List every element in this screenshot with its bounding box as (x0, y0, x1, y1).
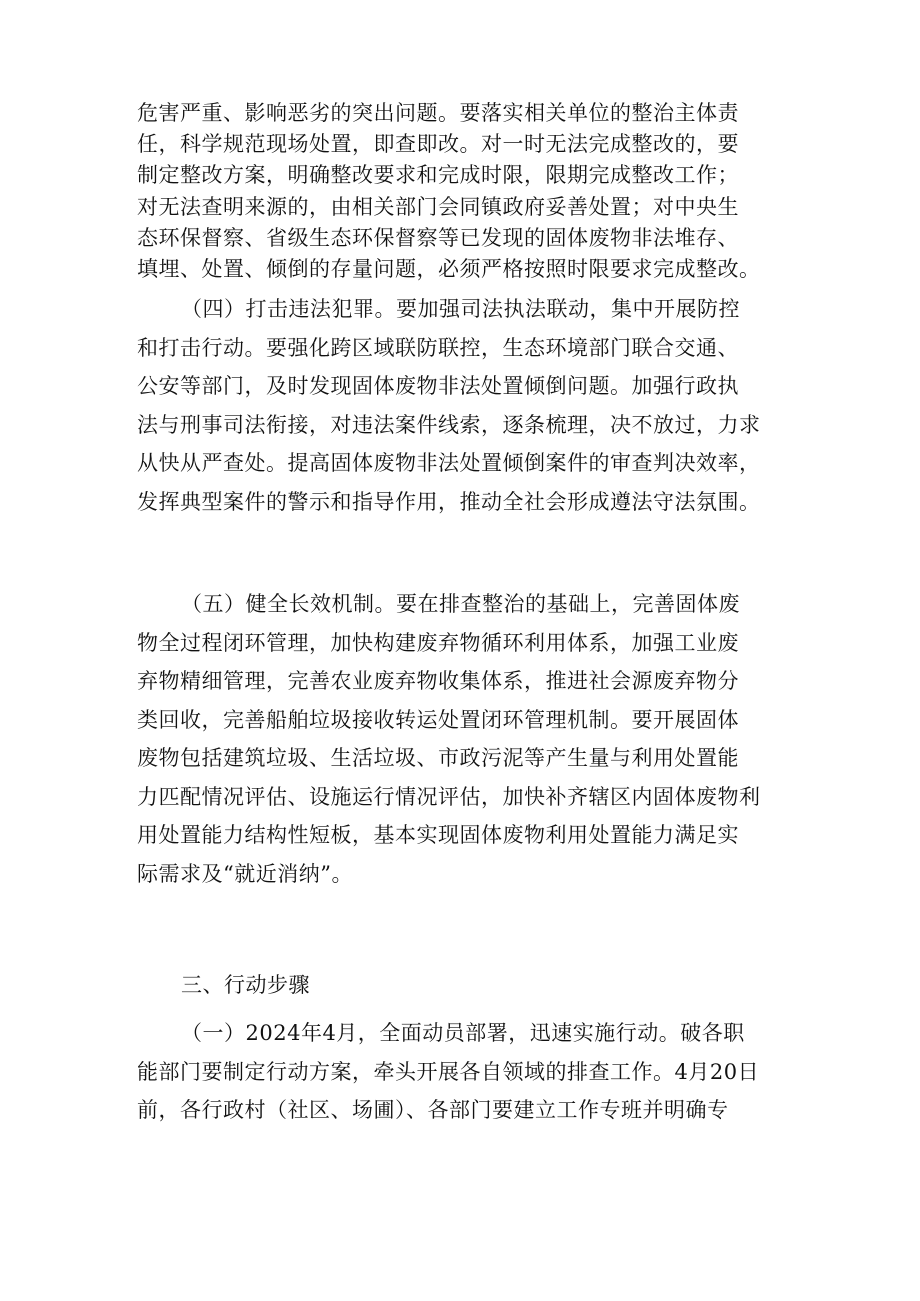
text-line: 填埋、处置、倾倒的存量问题，必须严格按照时限要求完成整改。 (137, 257, 761, 282)
paragraph-combat-crime (137, 290, 797, 521)
text-line: 从快从严查处。提高固体废物非法处置倾倒案件的审查判决效率， (137, 451, 761, 475)
text-line: 类回收，完善船舶垃圾接收转运处置闭环管理机制。要开展固体 (137, 707, 739, 732)
text-line: 任，科学规范现场处置，即查即改。对一时无法完成整改的，要 (137, 132, 739, 157)
text-line: 前，各行政村（社区、场圃）、各部门要建立工作专班并明确专 (137, 1098, 729, 1122)
text-line: 发挥典型案件的警示和指导作用，推动全社会形成遵法守法氛围。 (137, 489, 761, 514)
text-line: 能部门要制定行动方案，牵头开展各自领域的排查工作。4月20日 (137, 1059, 760, 1084)
text-line: 公安等部门，及时发现固体废物非法处置倾倒问题。加强行政执 (137, 374, 739, 398)
paragraph-continuation (137, 98, 797, 285)
text-line: 制定整改方案，明确整改要求和完成时限，限期完成整改工作； (137, 163, 739, 188)
text-line: 力匹配情况评估、设施运行情况评估，加快补齐辖区内固体废物利 (137, 784, 761, 809)
text-line: 废物包括建筑垃圾、生活垃圾、市政污泥等产生量与利用处置能 (137, 746, 739, 770)
text-line: （四）打击违法犯罪。要加强司法执法联动，集中开展防控 (181, 297, 740, 321)
section-heading-text: 三、行动步骤 (181, 973, 310, 997)
text-line: 物全过程闭环管理，加快构建废弃物循环利用体系，加强工业废 (137, 630, 739, 655)
text-line: 对无法查明来源的，由相关部门会同镇政府妥善处置；对中央生 (137, 194, 739, 219)
text-line: 和打击行动。要强化跨区域联防联控，生态环境部门联合交通、 (137, 335, 739, 360)
text-line: 危害严重、影响恶劣的突出问题。要落实相关单位的整治主体责 (137, 101, 739, 125)
text-line: 态环保督察、省级生态环保督察等已发现的固体废物非法堆存、 (137, 225, 739, 250)
section-heading (137, 966, 797, 1005)
text-line: （一）2024年4月，全面动员部署，迅速实施行动。破各职 (181, 1021, 745, 1045)
text-line: 法与刑事司法衔接，对违法案件线索，逐条梳理，决不放过，力求 (137, 412, 761, 437)
text-line: （五）健全长效机制。要在排查整治的基础上，完善固体废 (181, 592, 740, 616)
text-line: 际需求及“就近消纳”。 (137, 861, 353, 886)
text-line: 用处置能力结构性短板，基本实现固体废物利用处置能力满足实 (137, 823, 739, 847)
paragraph-long-term-mechanism (137, 585, 797, 893)
text-line: 弃物精细管理，完善农业废弃物收集体系，推进社会源废弃物分 (137, 669, 739, 693)
paragraph-action-step-one (137, 1014, 797, 1130)
